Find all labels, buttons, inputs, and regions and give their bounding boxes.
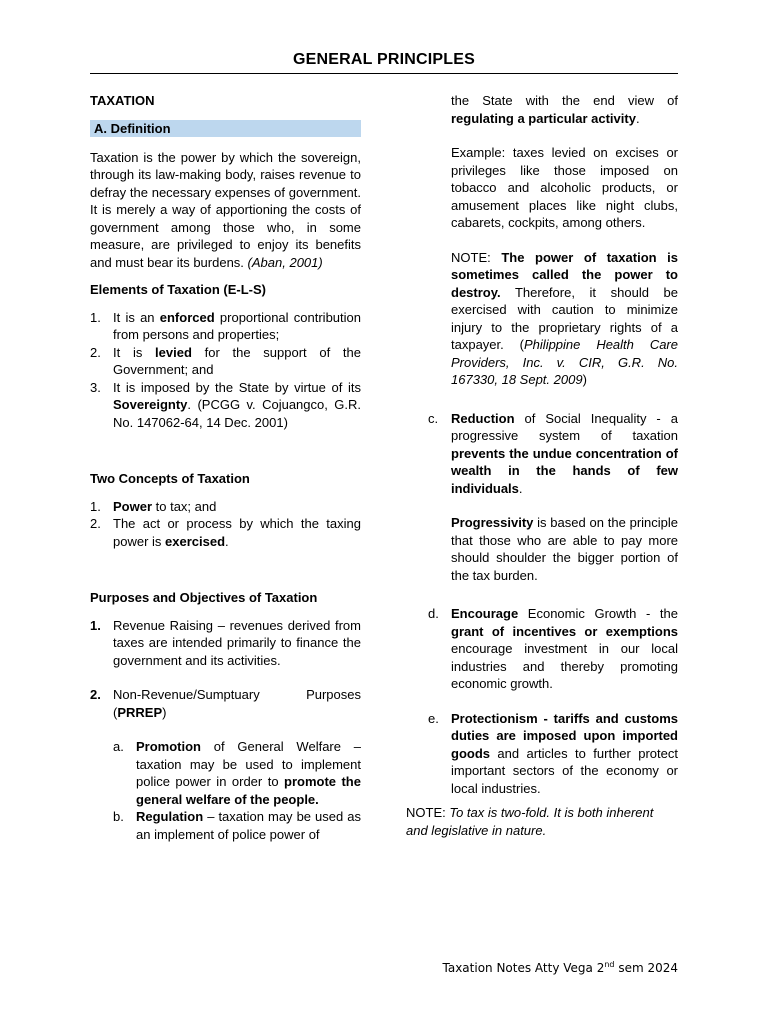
sub-text: of General Welfare – taxation may be used to implement police power in order to	[136, 739, 361, 789]
element-bold: enforced	[159, 309, 215, 325]
sub-bold: Promotion	[136, 739, 201, 754]
concept-text: The act or process by which the taxing power is	[113, 516, 361, 549]
example-paragraph: Example: taxes levied on excises or privileges like those imposed on tobacco and alcoholic products, or amusement places like night clubs, cabarets, cockpits, among others.	[451, 145, 678, 230]
elements-heading: Elements of Taxation (E-L-S)	[90, 282, 266, 297]
concept-text: to tax; and	[152, 498, 217, 514]
sub-bold: Regulation	[136, 809, 204, 824]
list-item	[90, 344, 361, 379]
elements-list	[90, 309, 361, 432]
note-text: Therefore, it should be exercised with caution to minimize injury to the proprietary rights of a taxpayer. (	[451, 284, 678, 352]
note-label: NOTE:	[451, 249, 502, 265]
sub-bold: Encourage	[451, 606, 519, 621]
sub-bold: promote the general welfare of the people.	[136, 774, 361, 807]
purpose-text: Revenue Raising – revenues derived from taxes are intended primarily to finance the government and its activities.	[113, 617, 361, 668]
list-letter: c.	[428, 410, 439, 426]
element-text: proportional contribution from persons and properties;	[113, 309, 361, 342]
sub-item	[113, 738, 361, 808]
list-letter: a.	[113, 739, 124, 754]
sub-text: – taxation may be used as an implement of police power of	[136, 809, 361, 842]
element-bold: levied	[155, 344, 192, 360]
concept-bold: exercised	[165, 533, 226, 549]
concept-text: .	[225, 533, 229, 549]
cont-end: .	[635, 110, 640, 126]
concepts-heading: Two Concepts of Taxation	[90, 471, 250, 486]
purpose-item	[90, 617, 361, 670]
list-number: 1.	[90, 309, 101, 325]
final-note	[406, 804, 678, 839]
purposes-heading: Purposes and Objectives of Taxation	[90, 590, 318, 605]
footer-text: Taxation Notes Atty Vega 2	[442, 961, 605, 975]
purpose-acronym	[113, 704, 361, 722]
concept-bold: Power	[113, 498, 153, 514]
progressivity-paragraph	[406, 514, 678, 584]
sub-bold: Protectionism - tariffs and customs duties are imposed upon imported goods	[451, 710, 678, 761]
list-item	[90, 309, 361, 344]
sub-text: encourage investment in our local industries and thereby promoting economic growth.	[451, 641, 678, 691]
note-paragraph	[406, 249, 678, 389]
note-citation: Philippine Health Care Providers, Inc. v. CIR, G.R. No. 167330, 18 Sept. 2009	[451, 337, 678, 387]
list-number: 2.	[90, 687, 101, 702]
purpose-text: Non-Revenue/Sumptuary Purposes	[113, 687, 361, 702]
continuation-paragraph	[406, 92, 678, 127]
list-item	[90, 515, 361, 550]
element-text: for the support of the Government; and	[113, 344, 361, 377]
element-text: . (PCGG v. Cojuangco, G.R. No. 147062-64, 14 Dec. 2001)	[113, 397, 361, 430]
definition-heading: A. Definition	[90, 120, 361, 137]
list-item	[90, 498, 361, 516]
element-text: It is an	[113, 309, 160, 325]
sub-text: of Social Inequality - a progressive system of taxation	[451, 410, 678, 443]
sub-item	[113, 808, 361, 843]
sub-bold: grant of incentives or exemptions	[451, 623, 678, 639]
paren: )	[162, 704, 167, 720]
list-letter: b.	[113, 809, 124, 824]
element-text: It is imposed by the State by virtue of its	[113, 379, 361, 395]
cont-bold: regulating a particular activity	[451, 110, 636, 126]
purpose-sub-item	[406, 710, 678, 798]
right-column	[406, 92, 678, 839]
note-label: NOTE:	[406, 805, 450, 820]
note-bold: The power of taxation is sometimes called the power to destroy.	[451, 249, 678, 300]
list-number: 1.	[90, 617, 101, 633]
list-number: 2.	[90, 344, 101, 360]
footer-superscript: nd	[604, 960, 615, 969]
sub-bold: prevents the undue concentration of wealth in the hands of few individuals	[451, 445, 678, 496]
list-item	[90, 379, 361, 432]
purpose-sub-item	[406, 605, 678, 693]
definition-citation: (Aban, 2001)	[247, 254, 323, 270]
list-number: 1.	[90, 498, 101, 514]
definition-paragraph	[90, 149, 361, 272]
list-letter: e.	[428, 710, 439, 726]
definition-text: Taxation is the power by which the sovereign, through its law-making body, raises revenue to defray the necessary expenses of government. It is merely a way of apportioning the costs of government among those who, in some measure, are privileged to enjoy its benefits and must bear its burdens.	[90, 149, 361, 270]
sub-text: Economic Growth - the	[518, 606, 678, 621]
list-number: 3.	[90, 379, 101, 395]
left-column	[90, 92, 361, 843]
element-text: It is	[113, 344, 156, 360]
note-italic: To tax is two-fold. It is both inherent and legislative in nature.	[406, 805, 654, 838]
title-divider	[90, 73, 678, 74]
list-number: 2.	[90, 516, 101, 531]
prog-bold: Progressivity	[451, 515, 534, 530]
prog-text: is based on the principle that those who are able to pay more should shoulder the bigger portion of the tax burden.	[451, 515, 678, 583]
paren: )	[582, 372, 587, 387]
element-bold: Sovereignty	[113, 397, 188, 412]
purpose-item	[90, 686, 361, 721]
section-title: TAXATION	[90, 93, 155, 108]
acronym: PRREP	[117, 704, 163, 720]
footer-text-end: sem 2024	[614, 961, 678, 975]
sub-end: .	[518, 480, 523, 496]
page-footer	[443, 960, 679, 975]
paren: (	[113, 704, 118, 720]
cont-text: the State with the end view of	[451, 93, 678, 108]
sub-text: and articles to further protect important sectors of the economy or local industries.	[451, 745, 678, 796]
page-title: GENERAL PRINCIPLES	[293, 51, 475, 68]
sub-bold: Reduction	[451, 410, 515, 426]
purpose-sub-item	[406, 410, 678, 498]
list-letter: d.	[428, 606, 439, 621]
concepts-list	[90, 498, 361, 551]
